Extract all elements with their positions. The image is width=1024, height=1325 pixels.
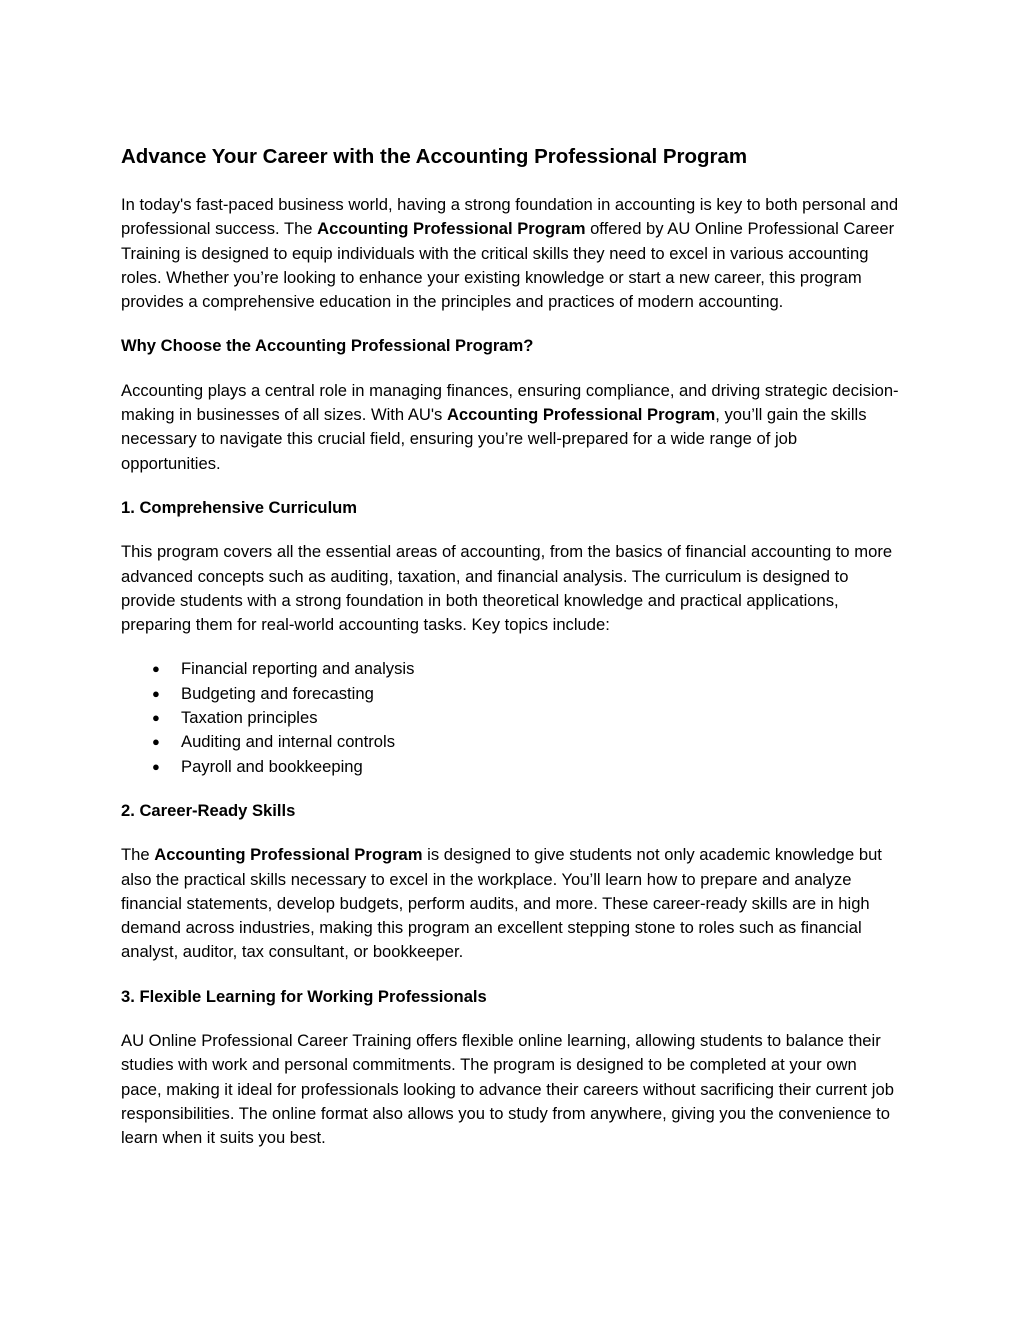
why-text-end: , you’ll gain the skills necessary to navigate this crucial field, ensuring you’re well-prepared for a wide range of job opportunities. (121, 405, 867, 473)
section3-heading: 3. Flexible Learning for Working Professionals (121, 986, 487, 1006)
key-topics-list (121, 657, 901, 778)
section2-program-name: Accounting Professional Program (154, 845, 423, 865)
list-item-text: Auditing and internal controls (181, 732, 396, 752)
section3-paragraph: AU Online Professional Career Training offers flexible online learning, allowing students to balance their studies with work and personal commitments. The program is designed to be completed at your own pace, making it ideal for professionals looking to advance their careers without sacrificing their current job responsibilities. The online format also allows you to study from anywhere, giving you the convenience to learn when it suits you best. (121, 1031, 894, 1148)
section1-paragraph: This program covers all the essential areas of accounting, from the basics of financial accounting to more advanced concepts such as auditing, taxation, and financial analysis. The curriculum is designed to provide students with a strong foundation in both theoretical knowledge and practical applications, preparing them for real-world accounting tasks. Key topics include: (121, 542, 893, 635)
list-item (121, 706, 901, 730)
list-item-text: Payroll and bookkeeping (181, 756, 363, 776)
section2-heading: 2. Career-Ready Skills (121, 800, 296, 820)
why-text-start: Accounting plays a central role in managing finances, ensuring compliance, and driving strategic decision-making in businesses of all sizes. With AU's (121, 380, 899, 425)
section2-paragraph (121, 843, 901, 964)
section2-text-start: The (121, 845, 155, 865)
list-item-text: Taxation principles (181, 708, 318, 728)
list-item (121, 682, 901, 706)
why-program-name: Accounting Professional Program (446, 405, 716, 425)
intro-paragraph (121, 193, 901, 314)
bullet-icon: ● (152, 734, 160, 750)
why-heading: Why Choose the Accounting Professional Program? (121, 336, 534, 356)
bullet-icon: ● (152, 710, 160, 726)
bullet-icon: ● (152, 661, 160, 677)
intro-program-name: Accounting Professional Program (317, 219, 586, 239)
section2-text-end: is designed to give students not only academic knowledge but also the practical skills necessary to excel in the workplace. You’ll learn how to prepare and analyze financial statements, develop budgets, perform audits, and more. These career-ready skills are in high demand across industries, making this program an excellent stepping stone to roles such as financial analyst, auditor, tax consultant, or bookkeeper. (121, 845, 882, 962)
list-item (121, 755, 901, 779)
list-item-text: Financial reporting and analysis (181, 659, 415, 679)
list-item (121, 730, 901, 754)
bullet-icon: ● (152, 685, 160, 701)
why-paragraph (121, 379, 901, 476)
intro-text-start: In today's fast-paced business world, having a strong foundation in accounting is key to both personal and professional success. The (121, 195, 899, 239)
document-page (121, 140, 901, 1171)
list-item (121, 657, 901, 681)
bullet-icon: ● (152, 758, 160, 774)
section1-heading: 1. Comprehensive Curriculum (121, 497, 358, 517)
intro-text-end: offered by AU Online Professional Career Training is designed to equip individuals with the critical skills they need to excel in various accounting roles. Whether you’re looking to enhance your existing knowledge or start a new career, this program provides a comprehensive education in the principles and practices of modern accounting. (121, 219, 895, 312)
document-title: Advance Your Career with the Accounting Professional Program (121, 145, 748, 168)
list-item-text: Budgeting and forecasting (181, 683, 374, 703)
